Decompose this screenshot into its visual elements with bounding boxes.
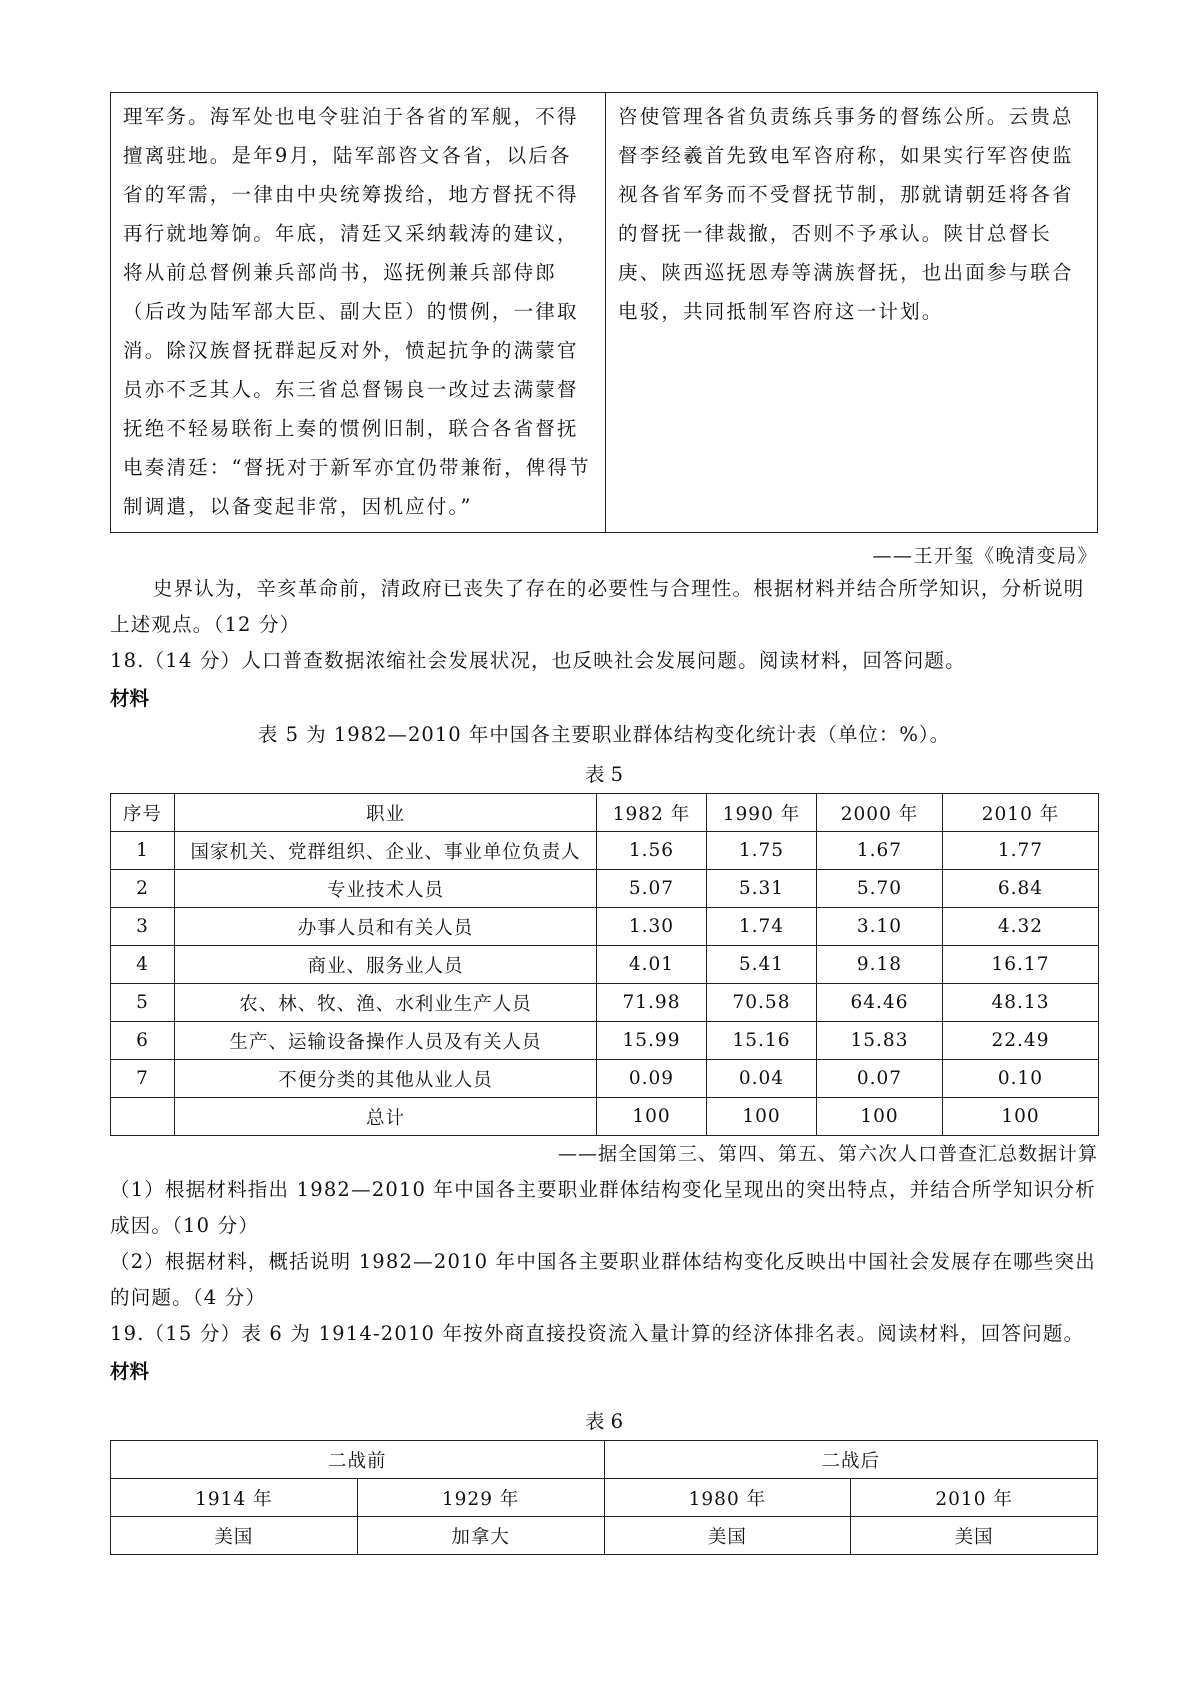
table-cell: 办事人员和有关人员: [175, 908, 597, 946]
table-cell: 0.04: [707, 1060, 817, 1098]
table-cell: 5: [111, 984, 175, 1022]
group-cell: 二战后: [604, 1441, 1098, 1479]
material-left-text: 理军务。海军处也电令驻泊于各省的军舰，不得擅离驻地。是年9月，陆军部咨文各省，以后各省的军需，一律由中央统筹拨给，地方督抚不得再行就地筹饷。年底，清廷又采纳载涛的建议，将从前总督例兼兵部尚书，巡抚例兼兵部侍郎（后改为陆军部大臣、副大臣）的惯例，一律取消。除汉族督抚群起反对外，愤起抗争的满蒙官员亦不乏其人。东三省总督锡良一改过去满蒙督抚绝不轻易联衔上奏的惯例旧制，联合各省督抚电奏清廷：“督抚对于新军亦宜仍带兼衔，俾得节制调遣，以备变起非常，因机应付。”: [111, 93, 606, 533]
table-cell: 6: [111, 1022, 175, 1060]
header-cell: 1980 年: [604, 1479, 851, 1517]
table-cell: 5.70: [817, 870, 943, 908]
table-cell: 15.83: [817, 1022, 943, 1060]
table-cell: 0.09: [597, 1060, 707, 1098]
table-row: [111, 832, 1099, 870]
table-cell: 农、林、牧、渔、水利业生产人员: [175, 984, 597, 1022]
header-cell: 2010 年: [851, 1479, 1098, 1517]
table-group-row: [111, 1441, 1098, 1479]
header-cell: 1990 年: [707, 794, 817, 832]
q18-table-source: ——据全国第三、第四、第五、第六次人口普查汇总数据计算: [557, 1143, 1098, 1165]
table-cell: 22.49: [943, 1022, 1099, 1060]
table-cell: 1.67: [817, 832, 943, 870]
table-cell: 加拿大: [357, 1517, 604, 1555]
header-cell: 1982 年: [597, 794, 707, 832]
table-cell: 100: [817, 1098, 943, 1136]
q18-intro: 18.（14 分）人口普查数据浓缩社会发展状况，也反映社会发展问题。阅读材料，回答问题。: [110, 649, 966, 672]
table-cell: 1.30: [597, 908, 707, 946]
table-cell: 16.17: [943, 946, 1099, 984]
table-header-row: [111, 794, 1099, 832]
table-cell: 美国: [851, 1517, 1098, 1555]
material-source: ——王开玺《晚清变局》: [872, 545, 1098, 567]
q18-table-caption: 表 5 为 1982—2010 年中国各主要职业群体结构变化统计表（单位：%）。: [257, 723, 951, 746]
table-cell: 1.77: [943, 832, 1099, 870]
table-cell: 生产、运输设备操作人员及有关人员: [175, 1022, 597, 1060]
table-cell: 64.46: [817, 984, 943, 1022]
page: [110, 92, 1098, 1555]
table-cell: 15.99: [597, 1022, 707, 1060]
table-cell: 100: [943, 1098, 1099, 1136]
table-cell: 100: [707, 1098, 817, 1136]
table-row: [111, 1022, 1099, 1060]
table-row: [111, 984, 1099, 1022]
header-cell: 2000 年: [817, 794, 943, 832]
q19-intro: 19.（15 分）表 6 为 1914-2010 年按外商直接投资流入量计算的经济体排名表。阅读材料，回答问题。: [110, 1322, 1085, 1345]
table-cell: 6.84: [943, 870, 1099, 908]
q18-table-name: 表 5: [584, 763, 624, 786]
fdi-ranking-table: [110, 1440, 1098, 1555]
table-cell: 5.07: [597, 870, 707, 908]
table-header-row: [111, 1479, 1098, 1517]
header-cell: 1914 年: [111, 1479, 358, 1517]
table-cell: 美国: [111, 1517, 358, 1555]
header-cell: 1929 年: [357, 1479, 604, 1517]
table-cell: 1.56: [597, 832, 707, 870]
table-cell: 美国: [604, 1517, 851, 1555]
group-cell: 二战前: [111, 1441, 605, 1479]
table-cell: 3.10: [817, 908, 943, 946]
table-cell: 不便分类的其他从业人员: [175, 1060, 597, 1098]
q19-table-name: 表 6: [584, 1410, 624, 1433]
table-cell: 5.41: [707, 946, 817, 984]
table-cell: 100: [597, 1098, 707, 1136]
table-cell: 4.01: [597, 946, 707, 984]
header-cell: 序号: [111, 794, 175, 832]
material-table: [110, 92, 1098, 533]
table-cell: 0.07: [817, 1060, 943, 1098]
table-cell: 15.16: [707, 1022, 817, 1060]
table-cell: 0.10: [943, 1060, 1099, 1098]
table-cell: 9.18: [817, 946, 943, 984]
table-cell: 70.58: [707, 984, 817, 1022]
table-cell: 48.13: [943, 984, 1099, 1022]
q19-material-label: 材料: [110, 1360, 150, 1383]
q18-material-label: 材料: [110, 687, 150, 710]
q17-question: 史界认为，辛亥革命前，清政府已丧失了存在的必要性与合理性。根据材料并结合所学知识，分析说明上述观点。（12 分）: [110, 577, 1085, 636]
table-cell: 国家机关、党群组织、企业、事业单位负责人: [175, 832, 597, 870]
table-cell: 专业技术人员: [175, 870, 597, 908]
table-row: [111, 1517, 1098, 1555]
occupation-table: [110, 793, 1099, 1136]
q18-sub2: （2）根据材料，概括说明 1982—2010 年中国各主要职业群体结构变化反映出中国社会发展存在哪些突出的问题。（4 分）: [110, 1250, 1096, 1309]
header-cell: 职业: [175, 794, 597, 832]
table-cell: 71.98: [597, 984, 707, 1022]
table-cell: 4.32: [943, 908, 1099, 946]
material-right-text: 咨使管理各省负责练兵事务的督练公所。云贵总督李经羲首先致电军咨府称，如果实行军咨使监视各省军务而不受督抚节制，那就请朝廷将各省的督抚一律裁撤，否则不予承认。陕甘总督长庚、陕西巡抚恩寿等满族督抚，也出面参与联合电驳，共同抵制军咨府这一计划。: [606, 93, 1098, 533]
table-cell: 5.31: [707, 870, 817, 908]
table-cell: 4: [111, 946, 175, 984]
table-cell: 7: [111, 1060, 175, 1098]
table-row: [111, 870, 1099, 908]
table-cell: 1.75: [707, 832, 817, 870]
header-cell: 2010 年: [943, 794, 1099, 832]
q18-sub1: （1）根据材料指出 1982—2010 年中国各主要职业群体结构变化呈现出的突出特点，并结合所学知识分析成因。（10 分）: [110, 1178, 1096, 1237]
table-row: [111, 1060, 1099, 1098]
table-total-row: [111, 1098, 1099, 1136]
table-cell: 1.74: [707, 908, 817, 946]
table-cell: 2: [111, 870, 175, 908]
table-cell: 总计: [175, 1098, 597, 1136]
table-cell: 商业、服务业人员: [175, 946, 597, 984]
table-cell: 1: [111, 832, 175, 870]
table-row: [111, 946, 1099, 984]
table-cell: [111, 1098, 175, 1136]
table-cell: 3: [111, 908, 175, 946]
table-row: [111, 908, 1099, 946]
